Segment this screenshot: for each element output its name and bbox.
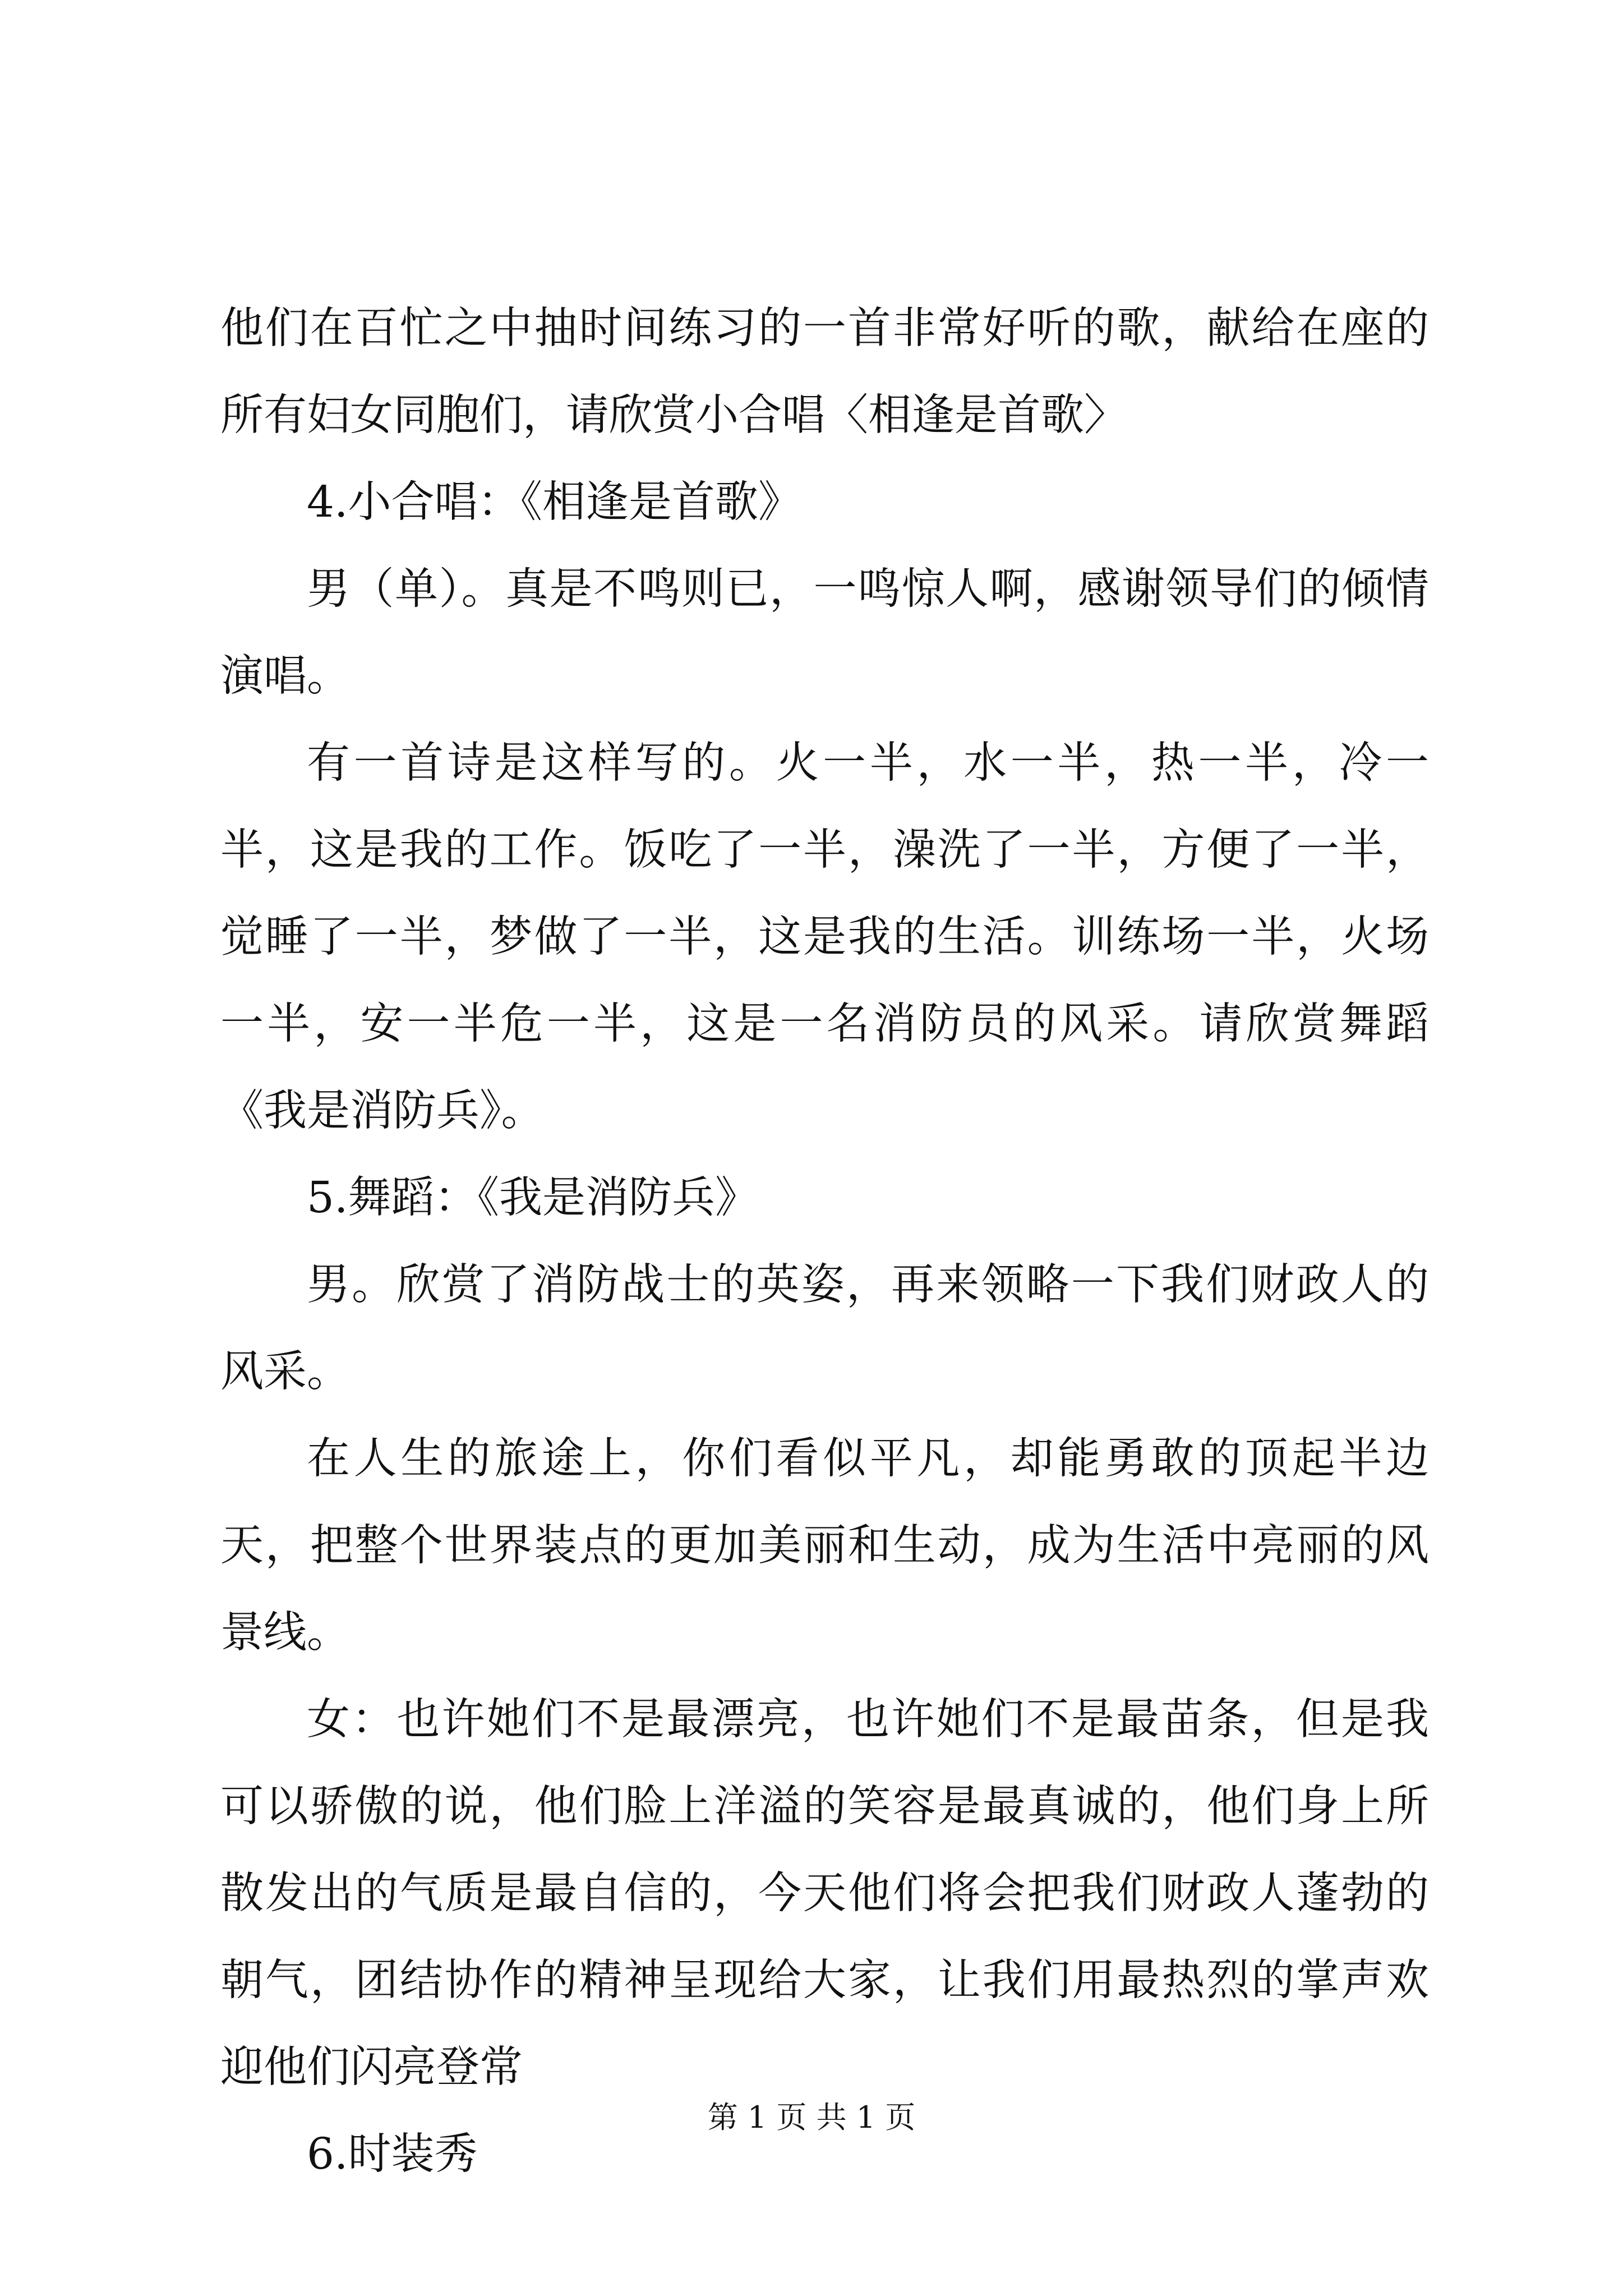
document-body — [220, 285, 1429, 2198]
paragraph-male-thanks: 男（单）。真是不鸣则已，一鸣惊人啊，感谢领导们的倾情演唱。 — [220, 564, 1429, 701]
program-item-4-chorus: 4.小合唱：《相逢是首歌》 — [307, 477, 801, 527]
paragraph-male-transition: 男。欣赏了消防战士的英姿，再来领略一下我们财政人的风采。 — [220, 1260, 1429, 1397]
paragraph-firefighter-poem: 有一首诗是这样写的。火一半，水一半，热一半，冷一半，这是我的工作。饭吃了一半，澡洗了一半，方便了一半，觉睡了一半，梦做了一半，这是我的生活。训练场一半，火场一半，安一半危一半，这是一名消防员的风采。请欣赏舞蹈《我是消防兵》。 — [220, 738, 1429, 1136]
program-item-6-fashion-show: 6.时装秀 — [307, 2129, 478, 2179]
paragraph-female-fashion-intro: 女：也许她们不是最漂亮，也许她们不是最苗条，但是我可以骄傲的说，他们脸上洋溢的笑容是最真诚的，他们身上所散发出的气质是最自信的，今天他们将会把我们财政人蓬勃的朝气，团结协作的精神呈现给大家，让我们用最热烈的掌声欢迎他们闪亮登常 — [220, 1695, 1429, 2092]
program-item-5-dance: 5.舞蹈：《我是消防兵》 — [307, 1173, 758, 1223]
page-footer: 第 1 页 共 1 页 — [707, 2100, 916, 2135]
paragraph-chorus-intro: 他们在百忙之中抽时间练习的一首非常好听的歌，献给在座的所有妇女同胞们，请欣赏小合唱〈相逢是首歌〉 — [220, 303, 1429, 440]
paragraph-life-journey: 在人生的旅途上，你们看似平凡，却能勇敢的顶起半边天，把整个世界装点的更加美丽和生动，成为生活中亮丽的风景线。 — [220, 1434, 1429, 1658]
